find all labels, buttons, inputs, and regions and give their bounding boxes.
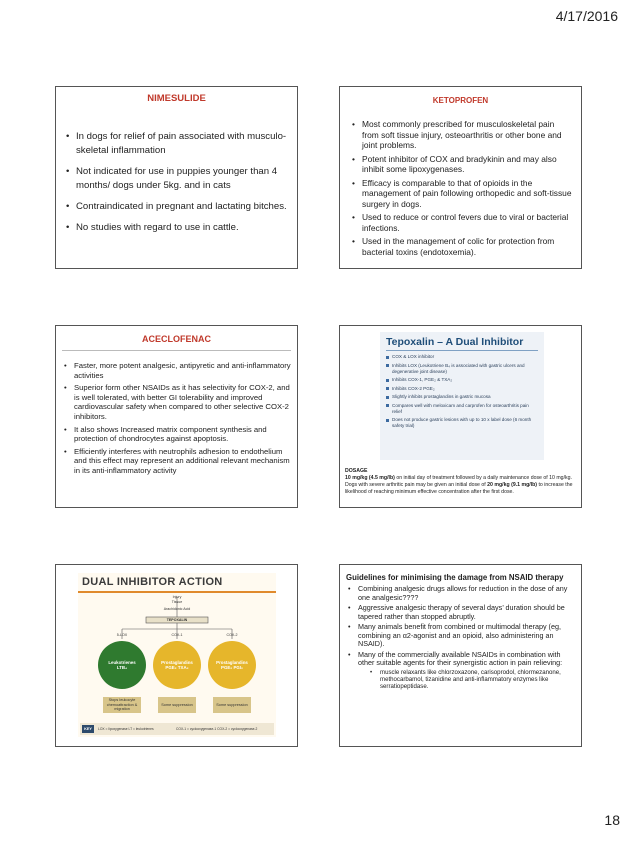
outcome-leukocyte: Stops leukocyte chemoattraction & migration — [103, 697, 141, 713]
key-text-cox: COX-1 = cyclooxygenase-1 COX-2 = cyclooxygenase-2 — [176, 727, 258, 731]
figure-divider — [386, 350, 538, 351]
slide-nimesulide — [55, 86, 298, 269]
branch-cox1-label: COX-1 — [171, 633, 183, 637]
slide-title: NIMESULIDE — [147, 93, 206, 104]
dosage-tail: to increase the likelihood of reaching minimum effective concentration after the first dose. — [345, 482, 573, 495]
bullet-list — [350, 119, 573, 257]
bullet-list — [62, 361, 291, 476]
list-item: • No studies with regard to use in cattle. — [64, 221, 291, 235]
tepoxalin-figure — [380, 332, 544, 460]
title-divider — [62, 350, 291, 351]
list-item: • It also shows Increased matrix component synthesis and protection of chondrocytes against apoptosis. — [62, 425, 291, 444]
list-item: • Aggressive analgesic therapy of several days’ duration should be tapered rather than stopped abruptly. — [346, 604, 575, 621]
circle-sub: LTB₄ — [116, 665, 128, 670]
slide-dual-inhibitor — [55, 564, 298, 747]
list-item: • In dogs for relief of pain associated with musculo-skeletal inflammation — [64, 130, 291, 158]
circle-sub: PGE₂ TXA₂ — [165, 665, 189, 670]
tissue-label: Tissue — [171, 600, 183, 604]
list-item-text: Many of the commercially available NSAIDs in combination with other suitable agents for their synergistic action in pain relieving: — [358, 649, 563, 667]
slide-title: ACECLOFENAC — [142, 334, 211, 344]
list-item: • Many animals benefit from combined or multimodal therapy (eg, combining an α2-agonist and an opioid, also administering an NSAID). — [346, 623, 575, 649]
circle-title: Leukotrienes — [108, 659, 136, 665]
slide-tepoxalin — [339, 325, 582, 508]
list-item: • Contraindicated in pregnant and lactating bitches. — [64, 200, 291, 214]
slide-title: Guidelines for minimising the damage from NSAID therapy — [346, 573, 564, 582]
figure-list — [386, 354, 540, 429]
list-item: • Efficacy is comparable to that of opioids in the management of pain following orthopedic and soft-tissue surgery in dogs. — [350, 178, 573, 210]
injury-label: Injury — [172, 595, 182, 599]
page-number: 18 — [604, 812, 620, 828]
tepoxalin-label: TEPOXALIN — [166, 617, 188, 622]
bullet-list — [64, 130, 291, 235]
print-date: 4/17/2016 — [555, 8, 618, 24]
slide-aceclofenac — [55, 325, 298, 508]
list-item: Inhibits COX-1, PGE₂ & TXA₂ — [386, 377, 540, 383]
list-item: Slightly inhibits prostaglandins in gastric mucosa — [386, 394, 540, 400]
dosage-loading: 20 mg/kg (9.1 mg/lb) — [487, 482, 538, 488]
slide-title: KETOPROFEN — [432, 96, 489, 105]
prostaglandins-cox2-circle — [208, 641, 256, 689]
slide-ketoprofen — [339, 86, 582, 269]
prostaglandins-cox1-circle — [153, 641, 201, 689]
dosage-heading: DOSAGE — [345, 468, 368, 474]
key-text-lox: LOX = lipoxygenase LT = leukotrienes — [98, 727, 154, 731]
branch-cox2-label: COX-2 — [226, 633, 238, 637]
leukotrienes-circle — [98, 641, 146, 689]
list-item: • Used to reduce or control fevers due to viral or bacterial infections. — [350, 212, 573, 233]
slide-nsaid-guidelines — [339, 564, 582, 747]
dosage-initial: 10 mg/kg (4.5 mg/lb) — [345, 475, 395, 481]
diagram-title: DUAL INHIBITOR ACTION — [82, 576, 223, 588]
list-item: • Potent inhibitor of COX and bradykinin and may also inhibit some lipoxygenases. — [350, 154, 573, 175]
list-item: • Used in the management of colic for protection from bacterial toxins (endotoxemia). — [350, 236, 573, 257]
list-item: • Faster, more potent analgesic, antipyretic and anti-inflammatory activities — [62, 361, 291, 380]
list-item: COX & LOX inhibitor — [386, 354, 540, 360]
bullet-list — [346, 585, 575, 690]
outcome-cox1: Some suppression — [158, 697, 196, 713]
sub-bullet-list — [368, 669, 575, 691]
list-item: • Superior form other NSAIDs as it has selectivity for COX-2, and is well tolerated, with better GI tolerability and improved cardiovascular safety when compared to other selective COX-2 inhibitors. — [62, 383, 291, 421]
dosage-body: on initial day of treatment followed by a daily maintenance dose of 10 mg/kg. Dogs with severe arthritic pain may be given an initial dose of — [345, 475, 572, 488]
list-item: Compares well with meloxicam and carprofen for osteoarthritis pain relief — [386, 403, 540, 415]
sub-list-item: • muscle relaxants like chlorzoxazone, carisoprodol, chlormezanone, methocarbamol, tizanidine and anti-inflammatory enzymes like serratiopeptidase. — [368, 669, 575, 691]
figure-title: Tepoxalin – A Dual Inhibitor — [386, 336, 524, 348]
list-item: Inhibits LOX (Leukotriene B₄ is associated with gastric ulcers and degenerative joint disease) — [386, 363, 540, 375]
list-item: • Efficiently interferes with neutrophils adhesion to endothelium and this effect may represent an additional relevant mechanism in its anti-inflammatory activity — [62, 447, 291, 476]
diagram-key — [80, 723, 274, 735]
list-item: Inhibits COX-2 PGE₂ — [386, 386, 540, 392]
dosage-text — [345, 468, 577, 496]
list-item: Does not produce gastric lesions with up to 10 x label dose (6 month safety trial) — [386, 417, 540, 429]
circle-sub: PGE₂ PGI₂ — [221, 665, 243, 670]
list-item: • Combining analgesic drugs allows for reduction in the dose of any one analgesic???? — [346, 585, 575, 602]
list-item: • Not indicated for use in puppies younger than 4 months/ dogs under 5kg. and in cats — [64, 165, 291, 193]
list-item: • Most commonly prescribed for musculoskeletal pain from soft tissue injury, osteoarthritis or other bone and joint problems. — [350, 119, 573, 151]
dual-inhibitor-diagram — [78, 573, 276, 737]
outcome-cox2: Some suppression — [213, 697, 251, 713]
key-tag: KEY — [82, 725, 94, 733]
list-item — [346, 651, 575, 691]
circle-title: Prostaglandins — [216, 659, 248, 665]
circle-title: Prostaglandins — [161, 659, 193, 665]
arachidonic-acid-label: Arachidonic Acid — [163, 607, 191, 611]
branch-5lox-label: 5-LOX — [116, 633, 128, 637]
